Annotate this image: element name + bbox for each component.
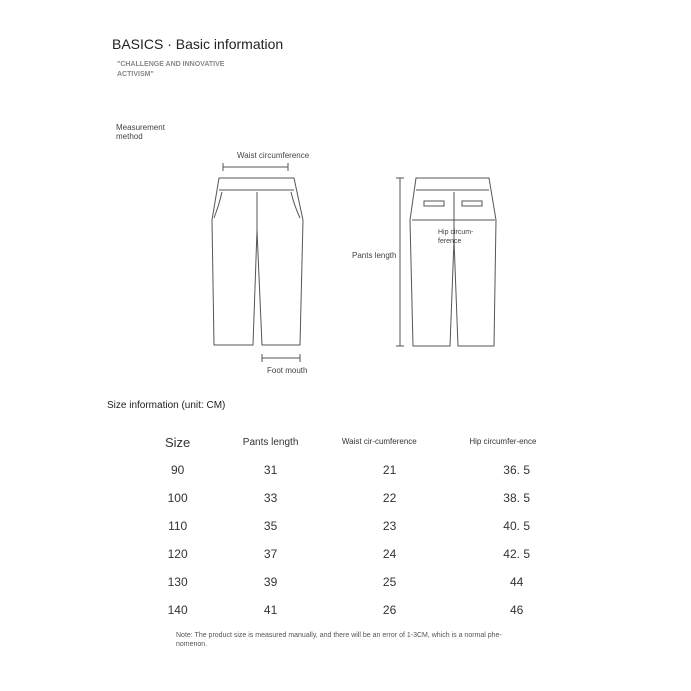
col-waist: Waist cir-cumference bbox=[341, 437, 417, 446]
cell-waist: 23 bbox=[382, 519, 397, 533]
measurement-method-label: Measurement method bbox=[116, 123, 165, 141]
hip-circumference-label: Hip circum-ference bbox=[438, 229, 474, 245]
table-row bbox=[140, 596, 580, 624]
cell-length: 39 bbox=[263, 575, 278, 589]
size-table-header bbox=[140, 428, 580, 456]
cell-waist: 24 bbox=[382, 547, 397, 561]
cell-size: 110 bbox=[168, 519, 188, 533]
cell-hip: 46 bbox=[509, 603, 524, 617]
front-pants-outline bbox=[212, 178, 303, 345]
cell-length: 41 bbox=[263, 603, 278, 617]
back-pants-outline bbox=[410, 178, 496, 346]
col-hip: Hip circumfer-ence bbox=[469, 437, 537, 446]
pants-length-measure-line bbox=[396, 178, 404, 346]
cell-waist: 22 bbox=[382, 491, 397, 505]
foot-mouth-measure-line bbox=[262, 354, 300, 362]
tagline: "CHALLENGE AND INNOVATIVE ACTIVISM" bbox=[117, 61, 225, 78]
table-row bbox=[140, 568, 580, 596]
cell-size: 140 bbox=[167, 603, 188, 617]
cell-waist: 21 bbox=[382, 463, 397, 477]
cell-hip: 38. 5 bbox=[503, 491, 530, 505]
table-row bbox=[140, 540, 580, 568]
cell-hip: 44 bbox=[509, 575, 524, 589]
foot-mouth-label: Foot mouth bbox=[267, 366, 308, 375]
col-size: Size bbox=[164, 434, 191, 450]
cell-length: 37 bbox=[263, 547, 278, 561]
waist-circumference-label: Waist circumference bbox=[237, 151, 310, 160]
table-row bbox=[140, 512, 580, 540]
cell-hip: 36. 5 bbox=[503, 463, 530, 477]
cell-waist: 25 bbox=[382, 575, 397, 589]
cell-hip: 40. 5 bbox=[503, 519, 530, 533]
size-info-heading: Size information (unit: CM) bbox=[107, 400, 226, 411]
cell-size: 90 bbox=[170, 463, 185, 477]
pants-length-label: Pants length bbox=[352, 251, 397, 260]
cell-length: 31 bbox=[263, 463, 278, 477]
col-pants-length: Pants length bbox=[242, 436, 299, 448]
cell-length: 35 bbox=[263, 519, 278, 533]
cell-length: 33 bbox=[263, 491, 278, 505]
table-row bbox=[140, 484, 580, 512]
measurement-note: Note: The product size is measured manually, and there will be an error of 1-3CM, which is a normal phe-nomenon. bbox=[176, 632, 502, 648]
size-table bbox=[140, 428, 580, 624]
table-row bbox=[140, 456, 580, 484]
cell-hip: 42. 5 bbox=[503, 547, 530, 561]
cell-waist: 26 bbox=[382, 603, 397, 617]
page-title: BASICS · Basic information bbox=[112, 36, 284, 52]
cell-size: 100 bbox=[167, 491, 188, 505]
cell-size: 120 bbox=[167, 547, 188, 561]
waist-measure-line bbox=[223, 163, 288, 171]
cell-size: 130 bbox=[167, 575, 188, 589]
